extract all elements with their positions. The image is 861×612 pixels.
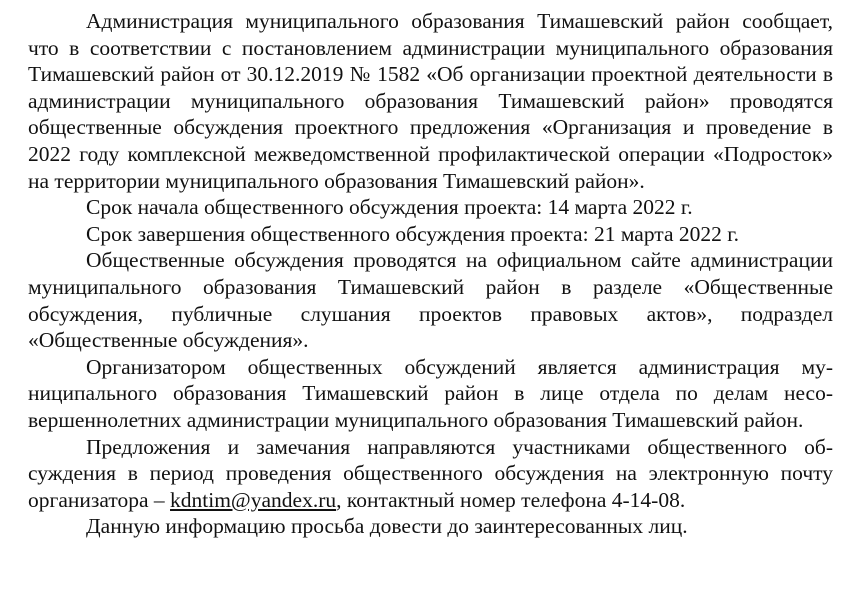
contacts-text-before: Предложения и замечания направляются участниками общественного обсуждения в период проведения общественного обсуждения на электронную почту организатора – bbox=[28, 434, 833, 512]
paragraph-closing: Данную информацию просьба довести до заинтересованных лиц. bbox=[86, 514, 688, 539]
paragraph-contacts bbox=[28, 434, 833, 514]
paragraph-start-date: Срок начала общественного обсуждения проекта: 14 марта 2022 г. bbox=[86, 195, 693, 220]
paragraph-organizer: Организатором общественных обсуждений является администрация муниципального образования Тимашевский район в лице отдела по делам несовершеннолетних администрации муниципального образования Тимашевский район. bbox=[28, 354, 833, 432]
paragraph-end-date: Срок завершения общественного обсуждения проекта: 21 марта 2022 г. bbox=[86, 221, 739, 246]
paragraph-venue: Общественные обсуждения проводятся на официальном сайте администрации муниципального образования Тимашевский район в разделе «Общественные обсуждения, публичные слушания проектов правовых актов», подраздел «Общественные обсуждения». bbox=[28, 248, 833, 353]
email-link[interactable]: kdntim@yandex.ru bbox=[170, 487, 337, 512]
contacts-text-after: , контактный номер телефона 4-14-08. bbox=[336, 487, 686, 512]
paragraph-announcement: Администрация муниципального образования Тимашевский район сообщает, что в соответствии с постановлением администрации муниципального образования Тимашевский район от 30.12.2019 № 1582 «Об организации проектной деятельности в администрации муниципального образования Тимашевский район» проводятся общественные обсуждения проектного предложения «Организация и проведение в 2022 году комплексной межведомственной профилактической операции «Подросток» на территории муниципального образования Тимашевский район». bbox=[28, 9, 833, 193]
